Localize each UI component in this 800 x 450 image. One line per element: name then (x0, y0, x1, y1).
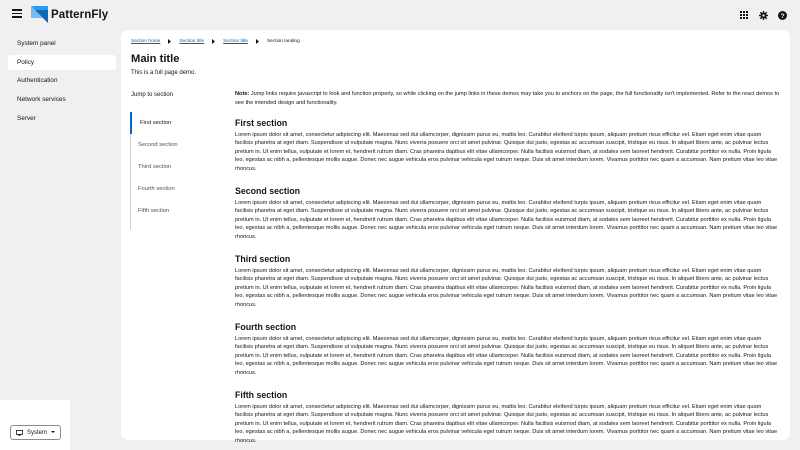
page-description: This is a full page demo. (131, 70, 197, 76)
section-fifth (235, 390, 780, 445)
section-second (235, 186, 780, 241)
theme-select-label: System (27, 429, 48, 436)
chevron-right-icon (212, 39, 215, 44)
section-heading: Fifth section (235, 390, 288, 400)
section-first (235, 118, 780, 173)
brand-name: PatternFly (51, 8, 109, 21)
note-prefix: Note: (235, 91, 250, 97)
breadcrumb-link-section-home[interactable]: Section home (131, 39, 161, 44)
section-heading: First section (235, 118, 288, 128)
grid-icon[interactable] (735, 6, 753, 24)
breadcrumb (131, 39, 300, 44)
section-body: Lorem ipsum dolor sit amet, consectetur adipiscing elit. Maecenas sed dui ullamcorper, dignissim purus eu, mattis leo. Curabitur eleifend turpis ipsum, aliquam pretium risus efficitur vel. Etiam eget enim vitae quam facilisis pharetra at eget diam. Suspendisse ut vulputate magna. Nunc viverra posuere orci sit amet pulvinar. Quisque dui justo, egestas ac accumsan suscipit, tristique eu risus. In aliquet libero ante, ac pulvinar lectus pretium in. Ut enim tellus, vulputate et lorem et, hendrerit rutrum diam. Cras pharetra dapibus elit vitae ullamcorper. Nulla facilisis euismod diam, at sodales sem laoreet hendrerit. Curabitur porttitor ex nulla. Proin ligula leo, egestas ac nibh a, pellentesque mollis augue. Donec nec augue vehicula eros pulvinar vehicula eget rutrum neque. Duis sit amet interdum lorem. Vivamus porttitor nec quam a accumsan. Nam pretium vitae leo vitae rhoncus. (235, 404, 778, 444)
section-body: Lorem ipsum dolor sit amet, consectetur adipiscing elit. Maecenas sed dui ullamcorper, dignissim purus eu, mattis leo. Curabitur eleifend turpis ipsum, aliquam pretium risus efficitur vel. Etiam eget enim vitae quam facilisis pharetra at eget diam. Suspendisse ut vulputate magna. Nunc viverra posuere orci sit amet pulvinar. Quisque dui justo, egestas ac accumsan suscipit, tristique eu risus. In aliquet libero ante, ac pulvinar lectus pretium in. Ut enim tellus, vulputate et lorem et, hendrerit rutrum diam. Cras pharetra dapibus elit vitae ullamcorper. Nulla facilisis euismod diam, at sodales sem laoreet hendrerit. Curabitur porttitor ex nulla. Proin ligula leo, egestas ac nibh a, pellentesque mollis augue. Donec nec augue vehicula eros pulvinar vehicula eget rutrum neque. Duis sit amet interdum lorem. Vivamus porttitor nec quam a accumsan. Nam pretium vitae leo vitae rhoncus. (235, 336, 778, 376)
breadcrumb-current: Section landing (266, 39, 300, 44)
jump-link-first-section[interactable]: First section (130, 112, 210, 134)
sidebar-item-server[interactable]: Server (17, 115, 36, 122)
chevron-right-icon (168, 39, 171, 44)
section-body: Lorem ipsum dolor sit amet, consectetur adipiscing elit. Maecenas sed dui ullamcorper, dignissim purus eu, mattis leo. Curabitur eleifend turpis ipsum, aliquam pretium risus efficitur vel. Etiam eget enim vitae quam facilisis pharetra at eget diam. Suspendisse ut vulputate magna. Nunc viverra posuere orci sit amet pulvinar. Quisque dui justo, egestas ac accumsan suscipit, tristique eu risus. In aliquet libero ante, ac pulvinar lectus pretium in. Ut enim tellus, vulputate et lorem et, hendrerit rutrum diam. Cras pharetra dapibus elit vitae ullamcorper. Nulla facilisis euismod diam, at sodales sem laoreet hendrerit. Curabitur porttitor ex nulla. Proin ligula leo, egestas ac nibh a, pellentesque mollis augue. Donec nec augue vehicula eros pulvinar vehicula eget rutrum neque. Duis sit amet interdum lorem. Vivamus porttitor nec quam a accumsan. Nam pretium vitae leo vitae rhoncus. (235, 268, 778, 308)
chevron-down-icon (51, 431, 55, 433)
section-third (235, 254, 780, 309)
patternfly-logo-icon (31, 6, 48, 23)
sidebar-nav (0, 30, 118, 450)
masthead-tools (735, 0, 800, 30)
section-heading: Third section (235, 254, 291, 264)
note-text (235, 90, 780, 109)
section-body: Lorem ipsum dolor sit amet, consectetur adipiscing elit. Maecenas sed dui ullamcorper, dignissim purus eu, mattis leo. Curabitur eleifend turpis ipsum, aliquam pretium risus efficitur vel. Etiam eget enim vitae quam facilisis pharetra at eget diam. Suspendisse ut vulputate magna. Nunc viverra posuere orci sit amet pulvinar. Quisque dui justo, egestas ac accumsan suscipit, tristique eu risus. In aliquet libero ante, ac pulvinar lectus pretium in. Ut enim tellus, vulputate et lorem et, hendrerit rutrum diam. Cras pharetra dapibus elit vitae ullamcorper. Nulla facilisis euismod diam, at sodales sem laoreet hendrerit. Curabitur porttitor ex nulla. Proin ligula leo, egestas ac nibh a, pellentesque mollis augue. Donec nec augue vehicula eros pulvinar vehicula eget rutrum neque. Duis sit amet interdum lorem. Vivamus porttitor nec quam a accumsan. Nam pretium vitae leo vitae rhoncus. (235, 132, 778, 172)
jump-link-second-section[interactable]: Second section (138, 142, 178, 148)
jump-link-fifth-section[interactable]: Fifth section (138, 208, 170, 214)
sidebar-item-network-services[interactable]: Network services (17, 96, 66, 103)
jump-links-toggle[interactable]: Jump to section (131, 92, 174, 98)
sidebar-item-authentication[interactable]: Authentication (17, 77, 58, 84)
theme-select-button[interactable] (10, 425, 61, 440)
section-heading: Second section (235, 186, 301, 196)
breadcrumb-link-section-title[interactable]: Section title (179, 39, 205, 44)
jump-link-third-section[interactable]: Third section (138, 164, 172, 170)
monitor-icon (16, 430, 23, 436)
section-heading: Fourth section (235, 322, 297, 332)
help-icon[interactable] (773, 6, 791, 24)
masthead (0, 0, 800, 30)
gear-icon[interactable] (754, 6, 772, 24)
sidebar-item-system-panel[interactable]: System panel (17, 40, 56, 47)
note-body: Jump links require javascript to look and function properly, so while clicking on the jump links in these demos may take you to anchors on the page, the full functionality isn't implemented. Refer to the react demos to see the intended design and functionality. (235, 91, 780, 107)
brand-logo[interactable] (31, 6, 108, 23)
content-body (235, 90, 780, 444)
svg-text:?: ? (779, 12, 785, 20)
main-content (121, 30, 790, 444)
jump-link-fourth-section[interactable]: Fourth section (138, 186, 175, 192)
section-fourth (235, 322, 780, 377)
breadcrumb-link-section-title-2[interactable]: Section title (223, 39, 248, 44)
sidebar-item-policy[interactable]: Policy (8, 55, 116, 70)
chevron-right-icon (256, 39, 259, 44)
section-body: Lorem ipsum dolor sit amet, consectetur adipiscing elit. Maecenas sed dui ullamcorper, dignissim purus eu, mattis leo. Curabitur eleifend turpis ipsum, aliquam pretium risus efficitur vel. Etiam eget enim vitae quam facilisis pharetra at eget diam. Suspendisse ut vulputate magna. Nunc viverra posuere orci sit amet pulvinar. Quisque dui justo, egestas ac accumsan suscipit, tristique eu risus. In aliquet libero ante, ac pulvinar lectus pretium in. Ut enim tellus, vulputate et lorem et, hendrerit rutrum diam. Cras pharetra dapibus elit vitae ullamcorper. Nulla facilisis euismod diam, at sodales sem laoreet hendrerit. Curabitur porttitor ex nulla. Proin ligula leo, egestas ac nibh a, pellentesque mollis augue. Donec nec augue vehicula eros pulvinar vehicula eget rutrum neque. Duis sit amet interdum lorem. Vivamus porttitor nec quam a accumsan. Nam pretium vitae leo vitae rhoncus. (235, 200, 778, 240)
jump-links-list (130, 112, 210, 230)
hamburger-menu-icon[interactable] (12, 9, 22, 18)
page-title: Main title (131, 53, 180, 65)
sidebar-footer (0, 400, 70, 450)
